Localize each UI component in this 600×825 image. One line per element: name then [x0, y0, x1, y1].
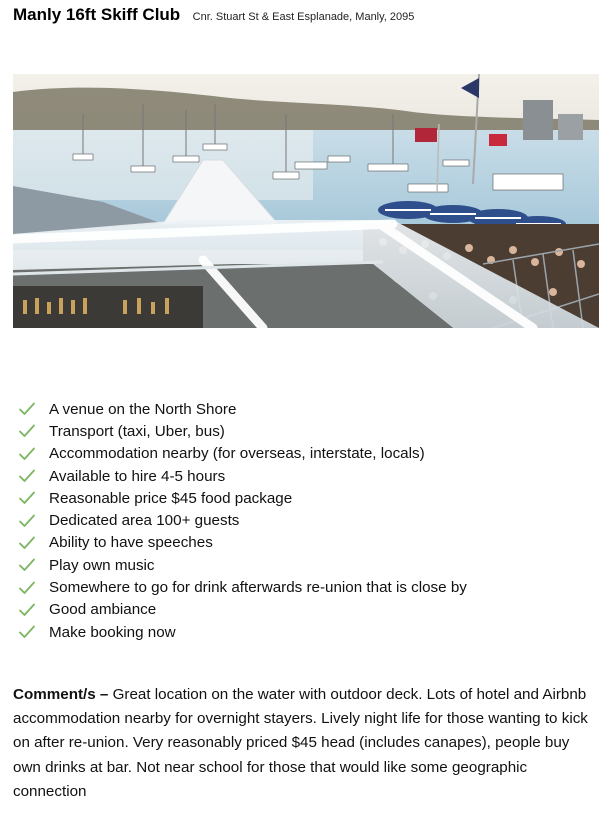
comment-paragraph	[13, 683, 593, 804]
checklist-item-label: A venue on the North Shore	[49, 400, 237, 418]
venue-photo-illustration	[13, 74, 599, 328]
checklist-item-label: Reasonable price $45 food package	[49, 489, 293, 507]
venue-title: Manly 16ft Skiff Club	[13, 5, 181, 24]
checklist-item	[18, 487, 467, 509]
feature-checklist	[18, 398, 467, 643]
checklist-item-label: Dedicated area 100+ guests	[49, 512, 240, 530]
checklist-item	[18, 576, 467, 598]
checklist-item	[18, 532, 467, 554]
checklist-item	[18, 420, 467, 442]
checkmark-icon	[18, 401, 36, 417]
checklist-item-label: Make booking now	[49, 623, 176, 641]
venue-address: Cnr. Stuart St & East Esplanade, Manly, 2095	[192, 11, 415, 23]
checklist-item-label: Available to hire 4-5 hours	[49, 467, 226, 485]
checklist-item	[18, 443, 467, 465]
checklist-item-label: Good ambiance	[49, 601, 157, 619]
checkmark-icon	[18, 423, 36, 439]
checklist-item-label: Accommodation nearby (for overseas, interstate, locals)	[49, 445, 425, 463]
checkmark-icon	[18, 580, 36, 596]
comment-text: Great location on the water with outdoor deck. Lots of hotel and Airbnb accommodation nearby for overnight stayers. Lively night life for those wanting to kick on after re-union. Very reasonably priced $45 head (includes canapes), people buy own drinks at bar. Not near school for those that would like some geographic connection	[13, 686, 588, 800]
checklist-item-label: Play own music	[49, 556, 155, 574]
checkmark-icon	[18, 490, 36, 506]
checkmark-icon	[18, 513, 36, 529]
checkmark-icon	[18, 535, 36, 551]
checklist-item-label: Ability to have speeches	[49, 534, 213, 552]
checklist-item	[18, 621, 467, 643]
venue-photo	[13, 74, 599, 328]
checklist-item-label: Transport (taxi, Uber, bus)	[49, 422, 225, 440]
checklist-item	[18, 599, 467, 621]
header	[13, 5, 414, 25]
checklist-item	[18, 509, 467, 531]
checklist-item-label: Somewhere to go for drink afterwards re-union that is close by	[49, 579, 467, 597]
checklist-item	[18, 465, 467, 487]
checkmark-icon	[18, 446, 36, 462]
comment-label: Comment/s –	[13, 686, 109, 703]
checkmark-icon	[18, 557, 36, 573]
checklist-item	[18, 554, 467, 576]
checklist-item	[18, 398, 467, 420]
checkmark-icon	[18, 624, 36, 640]
checkmark-icon	[18, 602, 36, 618]
checkmark-icon	[18, 468, 36, 484]
